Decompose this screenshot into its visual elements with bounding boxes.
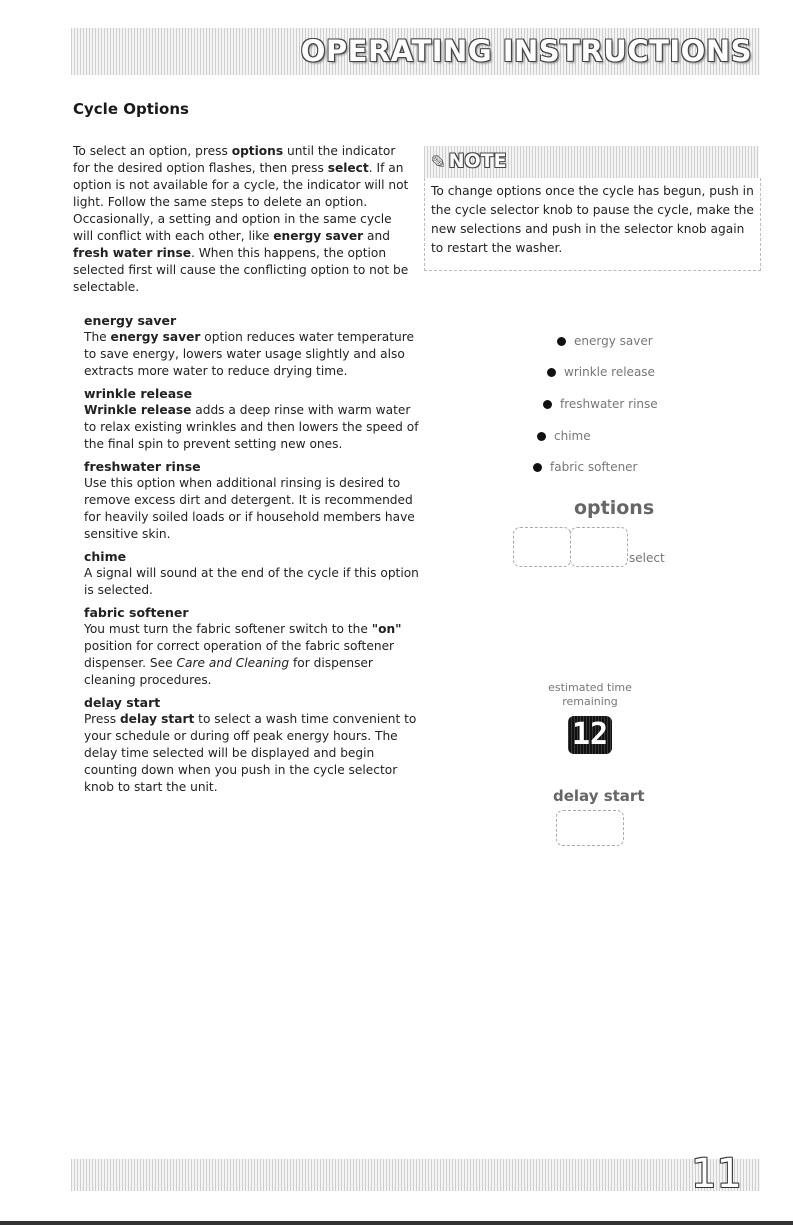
options-list: [84, 312, 419, 801]
intro-paragraph-2: Occasionally, a setting and option in the same cycle will conflict with each other, like energy saver and fresh water rinse. When this happens, the option selected first will cause the conflicting option to not be selectable.: [73, 212, 409, 294]
options-button: [513, 527, 571, 567]
option-item: [84, 458, 419, 543]
header-bar: [71, 28, 760, 75]
option-description: Wrinkle release adds a deep rinse with warm water to relax existing wrinkles and then lowers the speed of the final spin to prevent setting new ones.: [84, 403, 419, 451]
option-description: Use this option when additional rinsing is desired to remove excess dirt and detergent. It is recommended for heavily soiled loads or if household members have sensitive skin.: [84, 476, 415, 541]
footer-bar: [71, 1151, 760, 1197]
indicator-fabric-softener: fabric softener: [533, 460, 638, 474]
indicator-chime: chime: [537, 429, 591, 443]
option-description: You must turn the fabric softener switch to the "on" position for correct operation of the fabric softener dispenser. See Care and Cleaning for dispenser cleaning procedures.: [84, 622, 402, 687]
delay-start-button: [556, 810, 624, 846]
note-text: To change options once the cycle has begun, push in the cycle selector knob to pause the cycle, make the new selections and push in the selector knob again to restart the washer.: [424, 178, 761, 271]
delay-start-heading: delay start: [553, 787, 645, 805]
time-display: 12: [568, 716, 612, 754]
option-title: fabric softener: [84, 605, 189, 620]
option-description: A signal will sound at the end of the cycle if this option is selected.: [84, 566, 419, 597]
indicator-freshwater-rinse: freshwater rinse: [543, 397, 658, 411]
indicator-led-icon: [547, 368, 556, 377]
option-item: [84, 312, 419, 380]
select-label: select: [629, 551, 665, 565]
indicator-energy-saver: energy saver: [557, 334, 653, 348]
note-box: [424, 146, 759, 270]
option-item: [84, 548, 419, 599]
options-heading: options: [574, 497, 655, 519]
indicator-led-icon: [537, 432, 546, 441]
option-description: Press delay start to select a wash time convenient to your schedule or during off peak energy hours. The delay time selected will be displayed and begin counting down when you push in the cycle selector knob to start the unit.: [84, 712, 417, 794]
option-title: chime: [84, 549, 127, 564]
pushpin-icon: ✎: [432, 153, 445, 171]
option-item: [84, 385, 419, 453]
indicator-led-icon: [543, 400, 552, 409]
indicator-led-icon: [533, 463, 542, 472]
option-description: The energy saver option reduces water temperature to save energy, lowers water usage slightly and also extracts more water to reduce drying time.: [84, 330, 415, 378]
option-item: [84, 694, 419, 796]
bottom-rule: [0, 1221, 793, 1225]
option-title: delay start: [84, 695, 161, 710]
note-header: [424, 146, 759, 178]
intro-paragraph-1: To select an option, press options until the indicator for the desired option flashes, then press select. If an option is not available for a cycle, the indicator will not light. Follow the same steps to delete an option.: [73, 144, 409, 209]
section-title: Cycle Options: [73, 100, 189, 118]
note-label: NOTE: [448, 150, 507, 172]
option-title: energy saver: [84, 313, 177, 328]
indicator-wrinkle-release: wrinkle release: [547, 365, 655, 379]
option-title: wrinkle release: [84, 386, 193, 401]
option-title: freshwater rinse: [84, 459, 201, 474]
page-number: 11: [691, 1151, 742, 1197]
select-button: [570, 527, 628, 567]
option-item: [84, 604, 419, 689]
estimated-time-label: estimated time remaining: [548, 681, 632, 708]
indicator-led-icon: [557, 337, 566, 346]
page-header-title: OPERATING INSTRUCTIONS: [300, 34, 752, 68]
